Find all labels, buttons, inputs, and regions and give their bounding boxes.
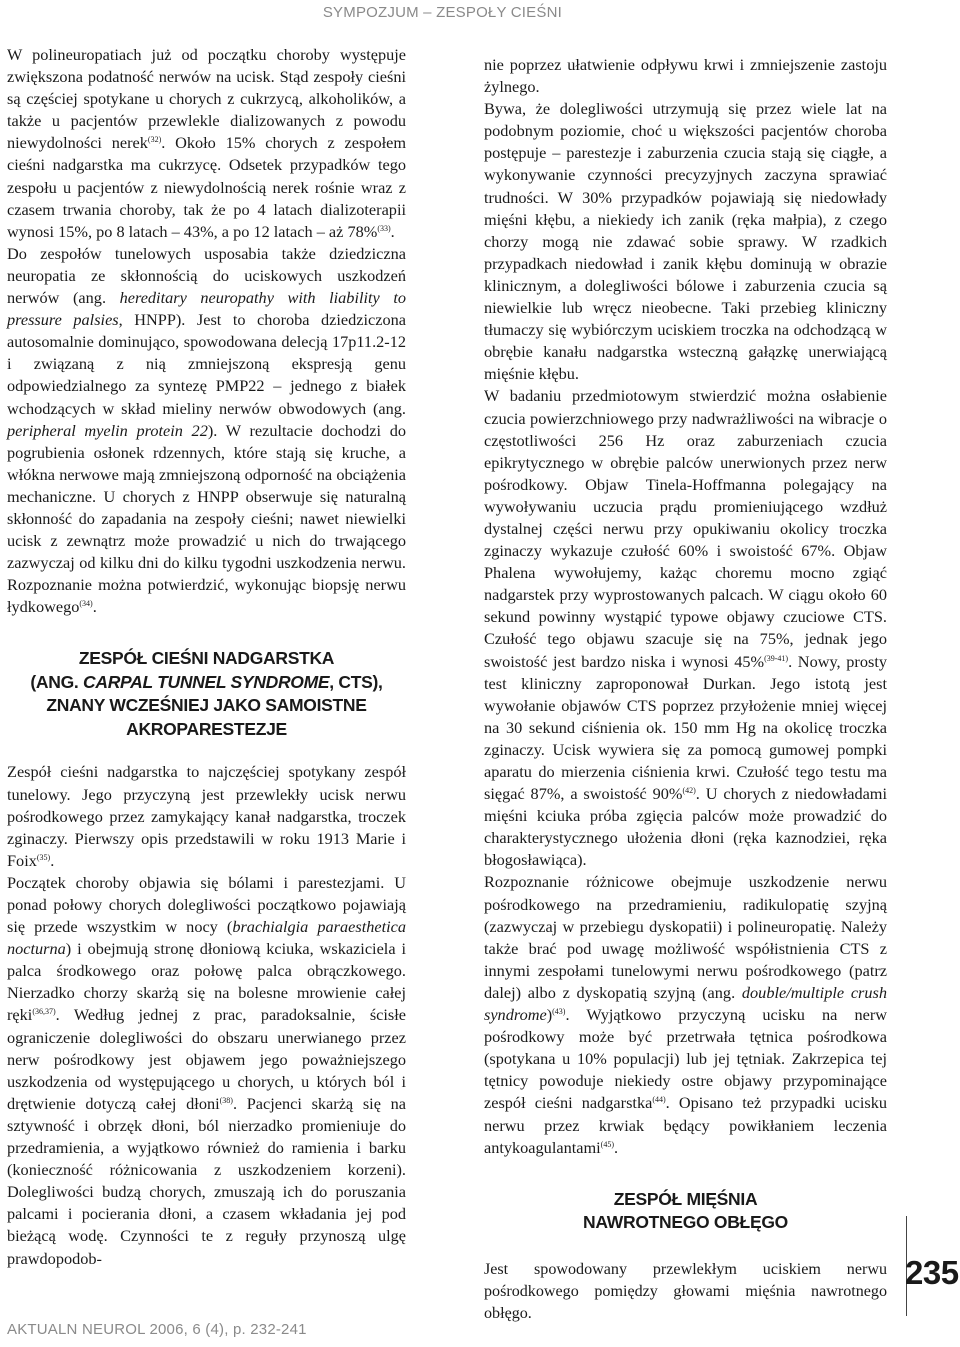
citation-ref: (36,37) <box>32 1007 56 1017</box>
paragraph: Bywa, że dolegliwości utrzymują się przez wiele lat na podobnym poziomie, choć u większości pacjentów choroba postępuje – parestezje i zaburzenia czucia stają się ciągłe, a wykonywanie czynności precyzyjnych zaczyna sprawiać trudności. W 30% przypadków pojawiają się niedowłady mięśni kłębu, a niekiedy ich zanik (ręka małpia), z czego chorzy mogą nie zdawać sobie sprawy. W rzadkich przypadkach niedowład i zanik kłębu dominują w obrazie klinicznym, a dolegliwości bólowe i zaburzenia czucia są niewielkie lub wręcz nieobecne. Taki przebieg kliniczny tłumaczy się wybiórczym uciskiem troczka na odchodzącą w obrębie kanału nadgarstka wsteczną gałązkę unerwiającą mięśnie kłębu. <box>484 99 887 384</box>
paragraph: nie poprzez ułatwienie odpływu krwi i zmniejszenie zastoju żylnego. <box>484 55 887 97</box>
left-column <box>7 44 406 1270</box>
paragraph: Jest spowodowany przewlekłym uciskiem nerwu pośrodkowego pomiędzy głowami mięśnia nawrotnego obłęgo. <box>484 1260 887 1322</box>
citation-ref: (38) <box>219 1095 233 1105</box>
citation-ref: (39-41) <box>764 653 789 663</box>
citation-ref: (32) <box>147 135 162 145</box>
citation-ref: (45) <box>600 1139 614 1149</box>
citation-ref: (43) <box>552 1007 566 1017</box>
citation-ref: (35) <box>36 852 51 862</box>
paragraph: W badaniu przedmiotowym stwierdzić można osłabienie czucia powierzchniowego przy nadwrażliwości na wibracje o częstotliwości 256 Hz oraz zaburzeniach czucia epikrytycznego w obrębie palców unerwionych przez nerw pośrodkowy. Objaw Tinela-Hoffmanna polegający na wywoływaniu uczucia prądu promieniującego wzdłuż dystalnej części nerwu przy opukiwaniu okolicy troczka zginaczy wykazuje czułość 60% i swoistość 67%. Objaw Phalena wywołujemy, każąc choremu mocno zgiąć nadgarstek przy wyprostowanych palcach. W ciągu około 60 sekund powinny wystąpić typowe objawy czuciowe CTS. Czułość tego objawu szacuje się na 75%, jednak jego swoistość jest bardzo niska i wynosi 45%$^{(39-41)}$. Nowy, prosty test kliniczny zaproponował Durkan. Jego istotą jest wywołanie objawów CTS poprzez przyłożenie mniej więcej na 30 sekund ciśnienia ok. 150 mm Hg na okolicę troczka zginaczy. Ucisk wywiera się za pomocą gumowej pompki aparatu do mierzenia ciśnienia krwi. Czułość tego testu ma sięgać 87%, a swoistość 90%$^{(42)}$. U chorych z niedowładami mięśni kciuka próba zgięcia palców może prowadzić do charakterystycznego ułożenia dłoni (ręka kaznodziei, ręka błogosławiąca). <box>484 386 887 870</box>
right-column <box>484 54 887 1325</box>
running-header: SYMPOZJUM – ZESPOŁY CIEŚNI <box>322 4 562 21</box>
paragraph: Rozpoznanie różnicowe obejmuje uszkodzenie nerwu pośrodkowego na przedramieniu, radikulopatię szyjną (zazwyczaj w przebiegu dyskopatii) i polineuropatię. Należy także brać pod uwagę możliwość współistnienia CTS z innymi zespołami tunelowymi nerwu pośrodkowego (patrz dalej) albo z dyskopatią szyjną (ang. double/multiple crush syndrome)$^{(43)}$. Wyjątkowo przyczyną ucisku na nerw pośrodkowy może być przetrwała tętnica pośrodkowa (spotykana u 10% populacji) lub jej tętniak. Zakrzepica tej tętnicy powoduje niekiedy ostre objawy przypominające zespół cieśni nadgarstka$^{(44)}$. Opisano też przypadki ucisku nerwu przez krwiak będący powikłaniem leczenia antykoagulantami$^{(45)}$. <box>484 872 888 1157</box>
page-number: 235 <box>905 1254 959 1291</box>
paragraph: Do zespołów tunelowych usposabia także dziedziczna neuropatia ze skłonnością do uciskowych uszkodzeń nerwów (ang. hereditary neuropathy with liability to pressure palsies, HNPP). Jest to choroba dziedziczona autosomalnie dominująco, spowodowana delecją 17p11.2-12 i związaną z nią zmniejszoną ekspresją genu odpowiedzialnego za syntezę PMP22 – jednego z białek wchodzących w skład mieliny nerwów obwodowych (ang. peripheral myelin protein 22). W rezultacie dochodzi do pogrubienia osłonek rdzennych, które stają się kruche, a włókna nerwowe mają zmniejszoną odporność na obciążenia mechaniczne. U chorych z HNPP obserwuje się naturalną skłonność do zapadania na zespoły cieśni; nawet niewielki ucisk z zewnątrz może prowadzić u nich do trwającego zazwyczaj od kilku dni do kilku tygodni uszkodzenia nerwu. Rozpoznanie można potwierdzić, wykonując biopsję nerwu łydkowego$^{(34)}$. <box>7 243 407 617</box>
citation-ref: (33) <box>377 223 391 233</box>
citation-ref: (44) <box>652 1095 666 1105</box>
paragraph: W polineuropatiach już od początku choroby występuje zwiększona podatność nerwów na ucisk. Stąd zespoły cieśni są częściej spotykane u chorych z cukrzycą, alkoholików, a także u pacjentów przewlekle dializowanych z powodu niewydolności nerek$^{(32)}$. Około 15% chorych z zespołem cieśni nadgarstka ma cukrzycę. Odsetek przypadków tego zespołu u pacjentów z niewydolnością nerek rośnie wraz z czasem trwania choroby, tak że po 4 latach dializoterapii wynosi 15%, po 8 latach – 43%, a po 12 latach – aż 78%$^{(33)}$. <box>7 45 406 241</box>
section-heading-cts: ZESPÓŁ CIEŚNI NADGARSTKA (ANG. CARPAL TUNNEL SYNDROME, CTS), ZNANY WCZEŚNIEJ JAKO SAMOISTNE AKROPARESTEZJE <box>30 648 383 739</box>
journal-citation: AKTUALN NEUROL 2006, 6 (4), p. 232-241 <box>7 1321 307 1338</box>
paragraph: Zespół cieśni nadgarstka to najczęściej spotykany zespół tunelowy. Jego przyczyną jest przewlekły ucisk nerwu pośrodkowego przez zamykający kanał nadgarstka, troczek zginaczy. Pierwszy opis przedstawili w roku 1913 Marie i Foix$^{(35)}$. <box>7 762 406 870</box>
citation-ref: (42) <box>682 786 696 796</box>
paragraph: Początek choroby objawia się bólami i parestezjami. U ponad połowy chorych dolegliwości początkowo pojawiają się przede wszystkim w nocy (brachialgia paraesthetica nocturna) i obejmują stronę dłoniową kciuka, wskaziciela i palca środkowego oraz połowę palca obrączkowego. Nierzadko chorzy skarżą się na bolesne mrowienie całej ręki$^{(36,37)}$. Według jednej z prac, paradoksalnie, ścisłe ograniczenie dolegliwości do obszaru unerwianego przez nerw pośrodkowy jest objawem jego poważniejszego uszkodzenia od występującego u chorych, u których ból i drętwienie dotyczą całej dłoni$^{(38)}$. Pacjenci skarżą się na sztywność i obrzęk dłoni, ból nierzadko promieniuje do przedramienia, a wyjątkowo również do ramienia i barku (konieczność różnicowania z uszkodzeniem korzeni). Dolegliwości budzą chorych, zmuszają ich do poruszania palcami i pocierania dłoni, a czasem wkładania jej pod bieżącą wodę. Czynności te z reguły przynoszą ulgę prawdopodob- <box>7 872 407 1268</box>
section-heading-pronator: ZESPÓŁ MIĘŚNIA NAWROTNEGO OBŁĘGO <box>583 1188 788 1233</box>
citation-ref: (34) <box>79 599 93 609</box>
